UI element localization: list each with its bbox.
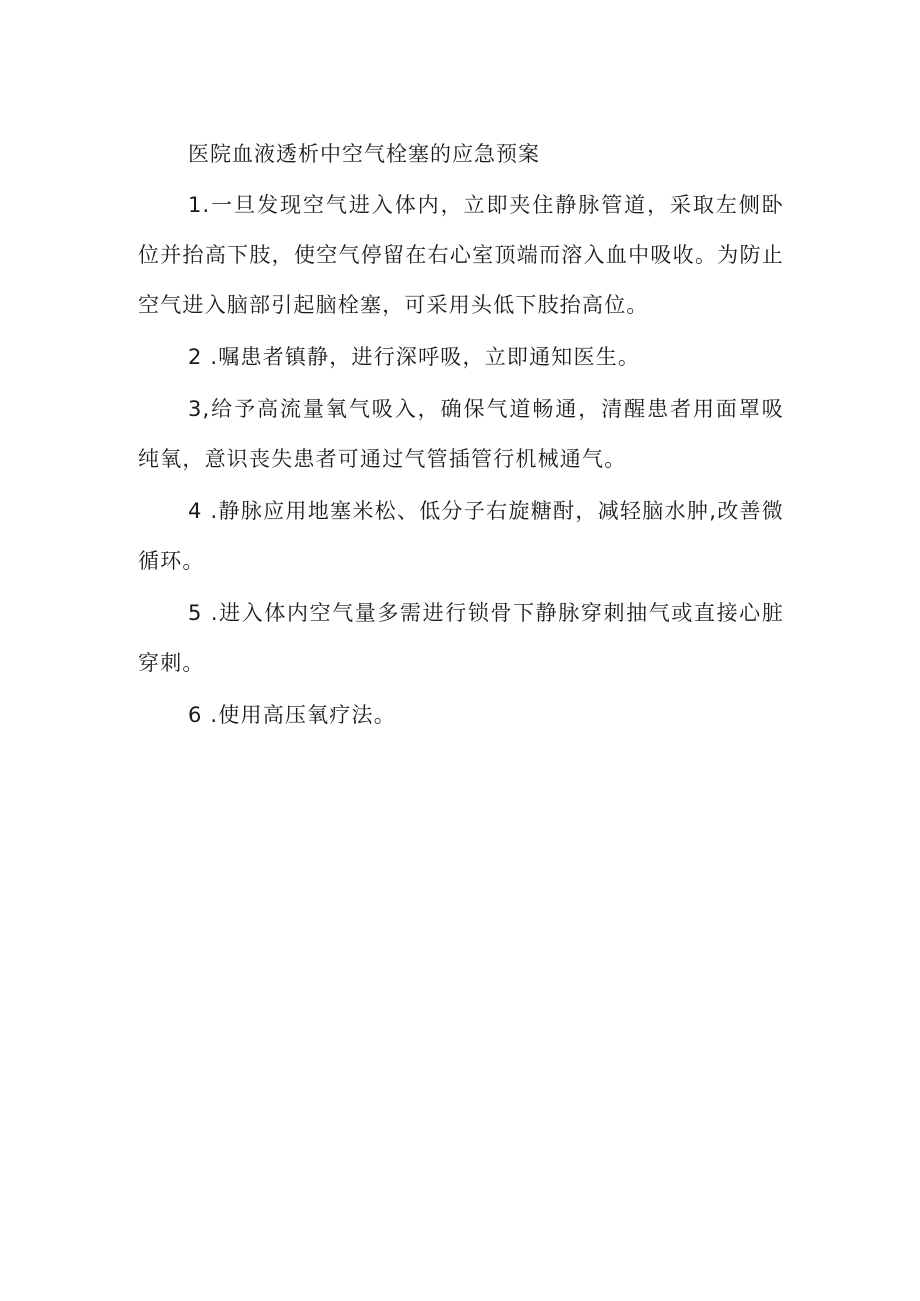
paragraph-step-1: 1.一旦发现空气进入体内，立即夹住静脉管道，采取左侧卧位并抬高下肢，使空气停留在右心室顶端而溶入血中吸收。为防止空气进入脑部引起脑栓塞，可采用头低下肢抬高位。 — [138, 193, 784, 317]
paragraph-step-3: 3,给予高流量氧气吸入，确保气道畅通，清醒患者用面罩吸纯氧，意识丧失患者可通过气管插管行机械通气。 — [138, 397, 784, 471]
document-title: 医院血液透析中空气栓塞的应急预案 — [188, 142, 540, 166]
paragraph-step-6: 6 .使用高压氧疗法。 — [188, 703, 396, 727]
paragraph-step-5: 5 .进入体内空气量多需进行锁骨下静脉穿刺抽气或直接心脏穿刺。 — [138, 601, 784, 675]
paragraph-step-2: 2 .嘱患者镇静，进行深呼吸，立即通知医生。 — [188, 345, 641, 369]
document-body — [138, 134, 784, 740]
paragraph-step-4: 4 .静脉应用地塞米松、低分子右旋糖酎，减轻脑水肿,改善微循环。 — [138, 499, 784, 573]
